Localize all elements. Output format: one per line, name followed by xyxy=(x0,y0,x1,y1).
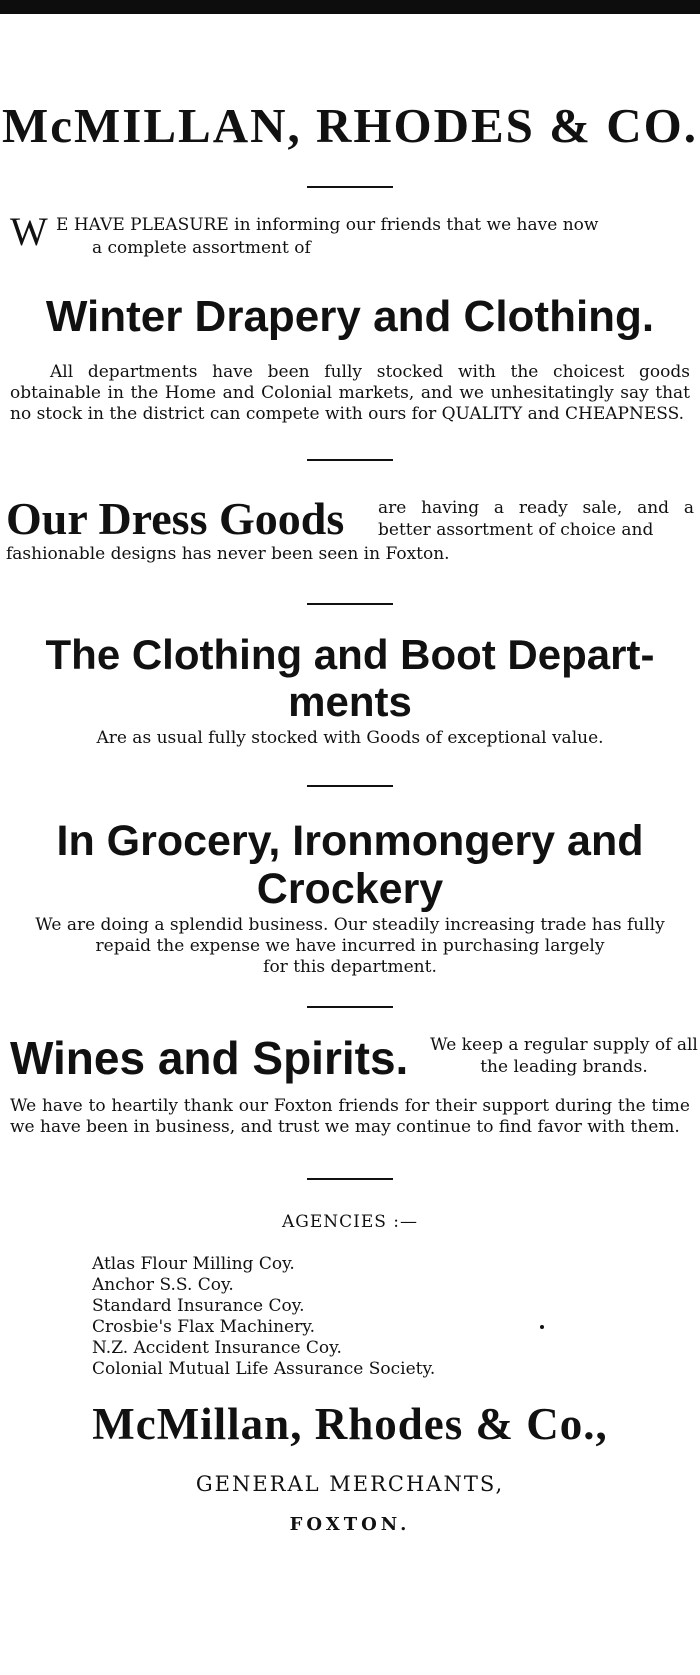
divider-rule xyxy=(307,1178,393,1180)
top-border xyxy=(0,0,700,14)
clothing-heading-line-2: ments xyxy=(288,678,412,725)
agencies-list xyxy=(92,1254,700,1380)
grocery-text-line-2: repaid the expense we have incurred in purchasing largely xyxy=(95,936,605,956)
grocery-heading-line-1: In Grocery, Ironmongery and xyxy=(56,817,644,865)
intro-line-2: a complete assortment of xyxy=(92,238,311,258)
divider-rule xyxy=(307,603,393,605)
winter-heading: Winter Drapery and Clothing. xyxy=(45,292,655,341)
grocery-text-line-1: We are doing a splendid business. Our steadily increasing trade has fully xyxy=(35,915,665,935)
wines-heading: Wines and Spirits. xyxy=(10,1032,409,1084)
intro-line-1: E HAVE PLEASURE in informing our friends that we have now xyxy=(56,215,599,235)
wines-text: We keep a regular supply of all the leading brands. xyxy=(430,1035,698,1077)
intro-paragraph xyxy=(10,209,690,264)
agency-item: Anchor S.S. Coy. xyxy=(92,1275,234,1295)
masthead-title: McMILLAN, RHODES & CO. xyxy=(2,98,698,153)
grocery-text-line-3: for this department. xyxy=(263,957,437,977)
grocery-text xyxy=(10,915,690,978)
divider-rule xyxy=(307,459,393,461)
grocery-heading-line-2: Crockery xyxy=(256,865,444,913)
agency-item: Crosbie's Flax Machinery. xyxy=(92,1317,315,1337)
dress-goods-text-cont: fashionable designs has never been seen in Foxton. xyxy=(6,544,450,564)
dress-goods-section xyxy=(6,495,700,565)
ink-speck xyxy=(540,1325,544,1329)
grocery-heading xyxy=(0,817,700,913)
clothing-text: Are as usual fully stocked with Goods of exceptional value. xyxy=(96,728,604,748)
wines-section xyxy=(10,1032,700,1088)
divider-rule xyxy=(307,186,393,188)
thanks-paragraph: We have to heartily thank our Foxton friends for their support during the time we have been in business, and trust we may continue to find favor with them. xyxy=(10,1096,690,1137)
advertisement xyxy=(0,14,700,1535)
agency-item: Atlas Flour Milling Coy. xyxy=(92,1254,295,1274)
footer-firm-name: McMillan, Rhodes & Co., xyxy=(92,1399,608,1449)
winter-body: All departments have been fully stocked with the choicest goods obtainable in the Home and Colonial markets, and we unhesitatingly say that no stock in the district can compete with ours for QUALITY and CHEAPNESS. xyxy=(10,362,690,424)
dress-goods-text: are having a ready sale, and a better assortment of choice and xyxy=(378,498,694,540)
dress-goods-heading: Our Dress Goods xyxy=(6,493,345,544)
footer-merchants: GENERAL MERCHANTS, xyxy=(195,1472,505,1496)
drop-cap: W xyxy=(10,209,48,254)
clothing-heading xyxy=(0,631,700,725)
clothing-heading-line-1: The Clothing and Boot Depart- xyxy=(45,631,655,678)
divider-rule xyxy=(307,785,393,787)
footer-town: FOXTON. xyxy=(289,1514,411,1535)
divider-rule xyxy=(307,1006,393,1008)
agency-item: N.Z. Accident Insurance Coy. xyxy=(92,1338,342,1358)
agency-item: Standard Insurance Coy. xyxy=(92,1296,305,1316)
agency-item: Colonial Mutual Life Assurance Society. xyxy=(92,1359,436,1379)
agencies-heading: AGENCIES :— xyxy=(281,1212,419,1232)
